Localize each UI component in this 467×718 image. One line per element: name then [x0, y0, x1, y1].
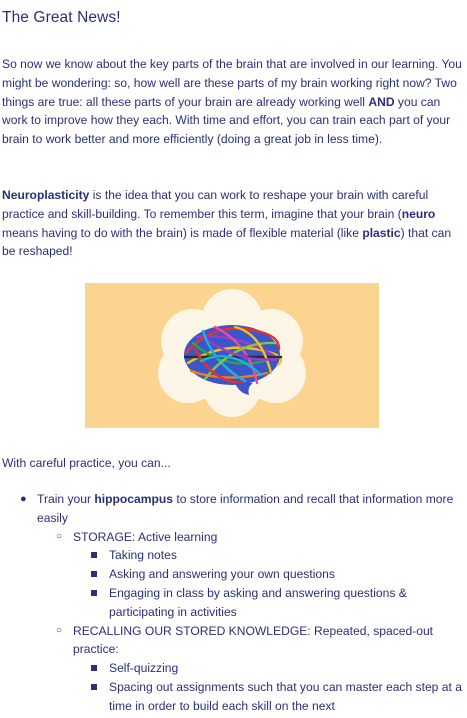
- bullet-square-icon: [91, 590, 97, 596]
- item-text-2: to store information and recall that information more easily: [37, 492, 454, 525]
- rubber-band-brain-icon: [85, 283, 379, 428]
- plastic-term: plastic: [362, 225, 401, 240]
- storage-item: [0, 528, 467, 547]
- storage-point: Engaging in class by asking and answering questions & participating in activities: [109, 585, 407, 619]
- bullet-circle-icon: ○: [56, 624, 63, 636]
- intro-text-2: you can work to improve how they each. With time and effort, you can train each part of your brain to work better and more efficiently (doing a great job in less time).: [2, 94, 451, 147]
- storage-point: Asking and answering your own questions: [109, 567, 335, 582]
- list-intro: With careful practice, you can...: [2, 456, 171, 470]
- list-item: [0, 584, 467, 622]
- bullet-circle-icon: ○: [56, 530, 63, 542]
- neuroplasticity-text-1: is the idea that you can work to reshape your brain with careful practice and skill-building. To remember this term, imagine that your brain (: [2, 188, 429, 221]
- intro-bold-and: AND: [368, 94, 395, 109]
- storage-point: Taking notes: [109, 548, 177, 563]
- neuroplasticity-term: Neuroplasticity: [2, 188, 90, 202]
- bullet-disc-icon: ●: [20, 493, 27, 505]
- bullet-square-icon: [91, 552, 97, 558]
- page-title: The Great News!: [2, 9, 121, 26]
- list-item: [0, 546, 467, 565]
- recall-item: [0, 622, 467, 660]
- bullet-square-icon: [91, 665, 97, 671]
- list-item: [0, 565, 467, 584]
- list-item: [0, 659, 467, 678]
- item-text-1: Train your: [37, 492, 95, 506]
- list-item: [0, 678, 467, 716]
- intro-paragraph: [2, 55, 464, 149]
- neuro-term: neuro: [401, 206, 436, 221]
- neuroplasticity-text-2: means having to do with the brain) is made of flexible material (like: [2, 225, 363, 240]
- bullet-square-icon: [91, 684, 97, 690]
- recall-point: Spacing out assignments such that you can master each step at a time in order to build each skill on the next: [109, 679, 462, 713]
- practice-list: [0, 490, 467, 716]
- hippocampus-term: hippocampus: [94, 492, 173, 506]
- storage-label: STORAGE: Active learning: [73, 529, 218, 544]
- list-item: [0, 490, 467, 528]
- bullet-square-icon: [91, 571, 97, 577]
- recall-label: RECALLING OUR STORED KNOWLEDGE: Repeated, spaced-out practice:: [73, 623, 434, 657]
- brain-illustration: [85, 283, 379, 428]
- neuroplasticity-paragraph: [2, 186, 464, 261]
- intro-text-1: So now we know about the key parts of the brain that are involved in our learning. You might be wondering: so, how well are these parts of my brain working right now? Two things are true: all these parts of your brain are already working well: [2, 57, 462, 109]
- neuroplasticity-text-3: ) that can be reshaped!: [2, 225, 452, 259]
- recall-point: Self-quizzing: [109, 661, 179, 676]
